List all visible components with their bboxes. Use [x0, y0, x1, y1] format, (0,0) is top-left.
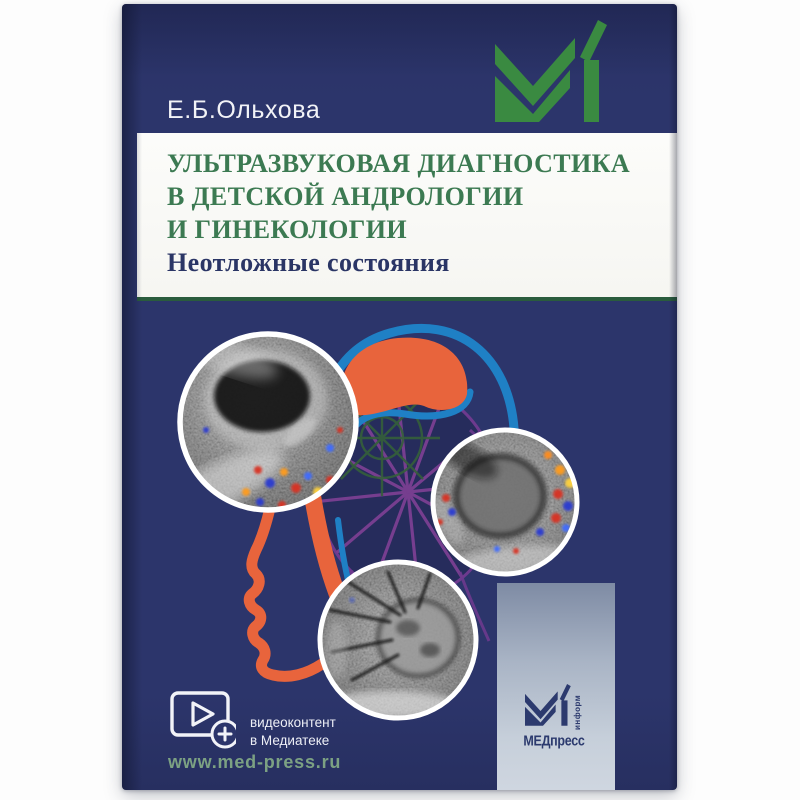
book-cover [122, 4, 677, 790]
media-caption [250, 714, 336, 750]
media-caption-line-2: в Медиатеке [250, 733, 330, 748]
cover-left-fold [122, 4, 142, 790]
title-line-2: В ДЕТСКОЙ АНДРОЛОГИИ [167, 182, 524, 211]
publisher-name: МЕДпресс [523, 732, 585, 750]
title-line-1: УЛЬТРАЗВУКОВАЯ ДИАГНОСТИКА [167, 149, 631, 178]
publisher-vertical-text: информ [573, 694, 582, 730]
publisher-website: www.med-press.ru [168, 752, 342, 772]
title-panel [137, 133, 677, 301]
title-line-3: И ГИНЕКОЛОГИИ [167, 215, 407, 244]
publisher-m-logo-icon [495, 20, 610, 125]
title-block [167, 147, 630, 279]
media-badge [168, 688, 458, 750]
subtitle: Неотложные состояния [167, 248, 450, 277]
media-caption-line-1: видеоконтент [250, 715, 336, 730]
video-play-icon [170, 690, 236, 750]
cover-right-edge [669, 4, 677, 790]
author-name: Е.Б.Ольхова [167, 96, 321, 124]
